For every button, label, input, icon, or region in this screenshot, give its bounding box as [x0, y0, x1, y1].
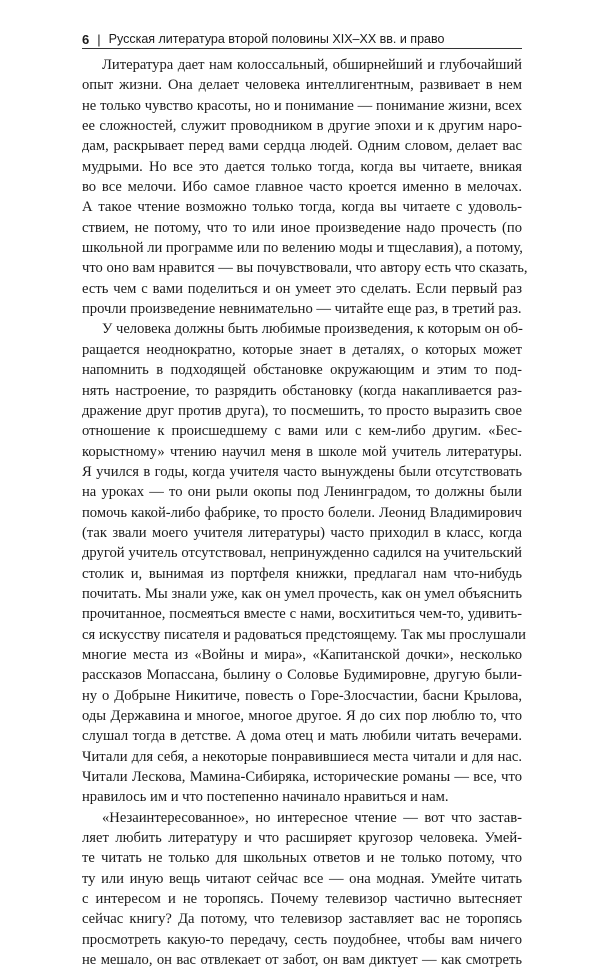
- text-line: оды Державина и многое, многое другое. Я до сих пор люблю то, что: [82, 708, 522, 724]
- text-line: Литература дает нам колоссальный, обширнейший и глубочайший: [102, 57, 522, 73]
- text-line: Я учился в годы, когда учителя часто вынуждены были отсутствовать: [82, 463, 522, 480]
- text-line: не только чувство красоты, но и понимание — понимание жизни, всех: [82, 97, 522, 114]
- text-line: сейчас книгу? Да потому, что телевизор заставляет вас не торопясь: [82, 911, 522, 928]
- text-line: почитать. Мы знали уже, как он умел прочесть, как он умел объяснить: [82, 585, 522, 602]
- text-line: ствием, не потому, что то или иное произведение надо прочесть (по: [82, 219, 522, 236]
- text-line: дам, раскрывает перед вами сердца людей. Одним словом, делает вас: [82, 138, 522, 155]
- page-header: [82, 29, 522, 49]
- text-line: нять настроение, то разрядить обстановку (когда накапливается раз-: [82, 382, 522, 399]
- text-line: помочь какой-либо фабрике, то просто болели. Леонид Владимирович: [82, 504, 522, 521]
- running-title: Русская литература второй половины XIX–XX вв. и право: [108, 32, 445, 46]
- text-line: другой учитель отсутствовал, непринужденно садился на учительский: [82, 545, 522, 562]
- text-line: ляет любить литературу и что расширяет кругозор человека. Умей-: [82, 830, 522, 847]
- text-line: ся искусству писателя и радоваться предстоящему. Так мы прослушали: [82, 626, 526, 643]
- text-line: прочли произведение невнимательно — читайте еще раз, в третий раз.: [82, 301, 522, 318]
- text-line: просмотреть какую-то передачу, сесть поудобнее, чтобы вам ничего: [82, 931, 522, 948]
- text-line: ту или иную вещь читают сейчас все — она модная. Умейте читать: [82, 870, 522, 887]
- text-line: «Незаинтересованное», но интересное чтение — вот что застав-: [102, 809, 522, 826]
- text-line: Читали для себя, а некоторые понравившиеся места читали и для нас.: [82, 748, 522, 765]
- text-line: с интересом и не торопясь. Почему телевизор частично вытесняет: [82, 891, 522, 908]
- text-line: слушал тогда в детстве. А дома отец и мать любили читать вечерами.: [82, 728, 522, 745]
- page-number: 6: [82, 31, 90, 47]
- text-line: ну о Добрыне Никитиче, повесть о Горе-Злосчастии, басни Крылова,: [82, 687, 522, 704]
- text-line: У человека должны быть любимые произведения, к которым он об-: [102, 321, 523, 338]
- text-line: ращается неоднократно, которые знает в деталях, о которых может: [82, 341, 522, 358]
- text-line: опыт жизни. Она делает человека интеллигентным, развивает в нем: [82, 77, 522, 94]
- text-line: на уроках — то они рыли окопы под Ленинградом, то должны были: [82, 484, 522, 501]
- text-line: что оно вам нравится — вы почувствовали, что автору есть что сказать,: [82, 260, 528, 277]
- text-line: корыстному» чтению научил меня в школе мой учитель литературы.: [82, 443, 522, 460]
- text-line: отношение к происшедшему с вами или с кем-либо другим. «Бес-: [82, 423, 522, 440]
- text-line: не мешало, он вас отвлекает от забот, он вам диктует — как смотреть: [82, 952, 522, 969]
- header-separator: |: [97, 31, 101, 47]
- text-line: нравилось им и что постепенно начинало нравиться и нам.: [82, 789, 449, 806]
- text-line: мудрыми. Но все это дается только тогда, когда вы читаете, вникая: [82, 158, 522, 175]
- paragraph: [82, 808, 522, 970]
- text-line: столик и, вынимая из портфеля книжки, предлагал нам что-нибудь: [82, 565, 522, 582]
- text-line: ее сложностей, служит проводником в другие эпохи и к другим наро-: [82, 118, 522, 135]
- body-text: [82, 55, 528, 970]
- text-line: напомнить в подходящей обстановке окружающим и этим то под-: [82, 362, 522, 379]
- text-line: А такое чтение возможно только тогда, когда вы читаете с удоволь-: [82, 199, 522, 216]
- text-line: есть чем с вами поделиться и он умеет это сделать. Если первый раз: [82, 280, 522, 297]
- header-rule: [82, 48, 522, 49]
- text-line: многие места из «Войны и мира», «Капитанской дочки», несколько: [82, 646, 522, 663]
- paragraph: [82, 319, 526, 807]
- text-line: школьной ли программе или по велению моды и тщеславия), а потому,: [82, 240, 523, 257]
- text-line: Читали Лескова, Мамина-Сибиряка, исторические романы — все, что: [82, 769, 522, 786]
- text-line: во все мелочи. Ибо самое главное часто кроется именно в мелочах.: [82, 179, 522, 196]
- text-line: (так звали моего учителя литературы) часто приходил в класс, когда: [82, 524, 522, 541]
- text-line: рассказов Мопассана, былину о Соловье Будимировне, другую были-: [82, 667, 522, 684]
- text-line: дражение друг против друга), то посмешить, то просто выразить свое: [82, 402, 522, 419]
- text-line: те читать не только для школьных ответов и не только потому, что: [82, 850, 522, 867]
- paragraph: [82, 55, 528, 319]
- text-line: прочитанное, посмеяться вместе с нами, восхититься чем-то, удивить-: [82, 606, 522, 623]
